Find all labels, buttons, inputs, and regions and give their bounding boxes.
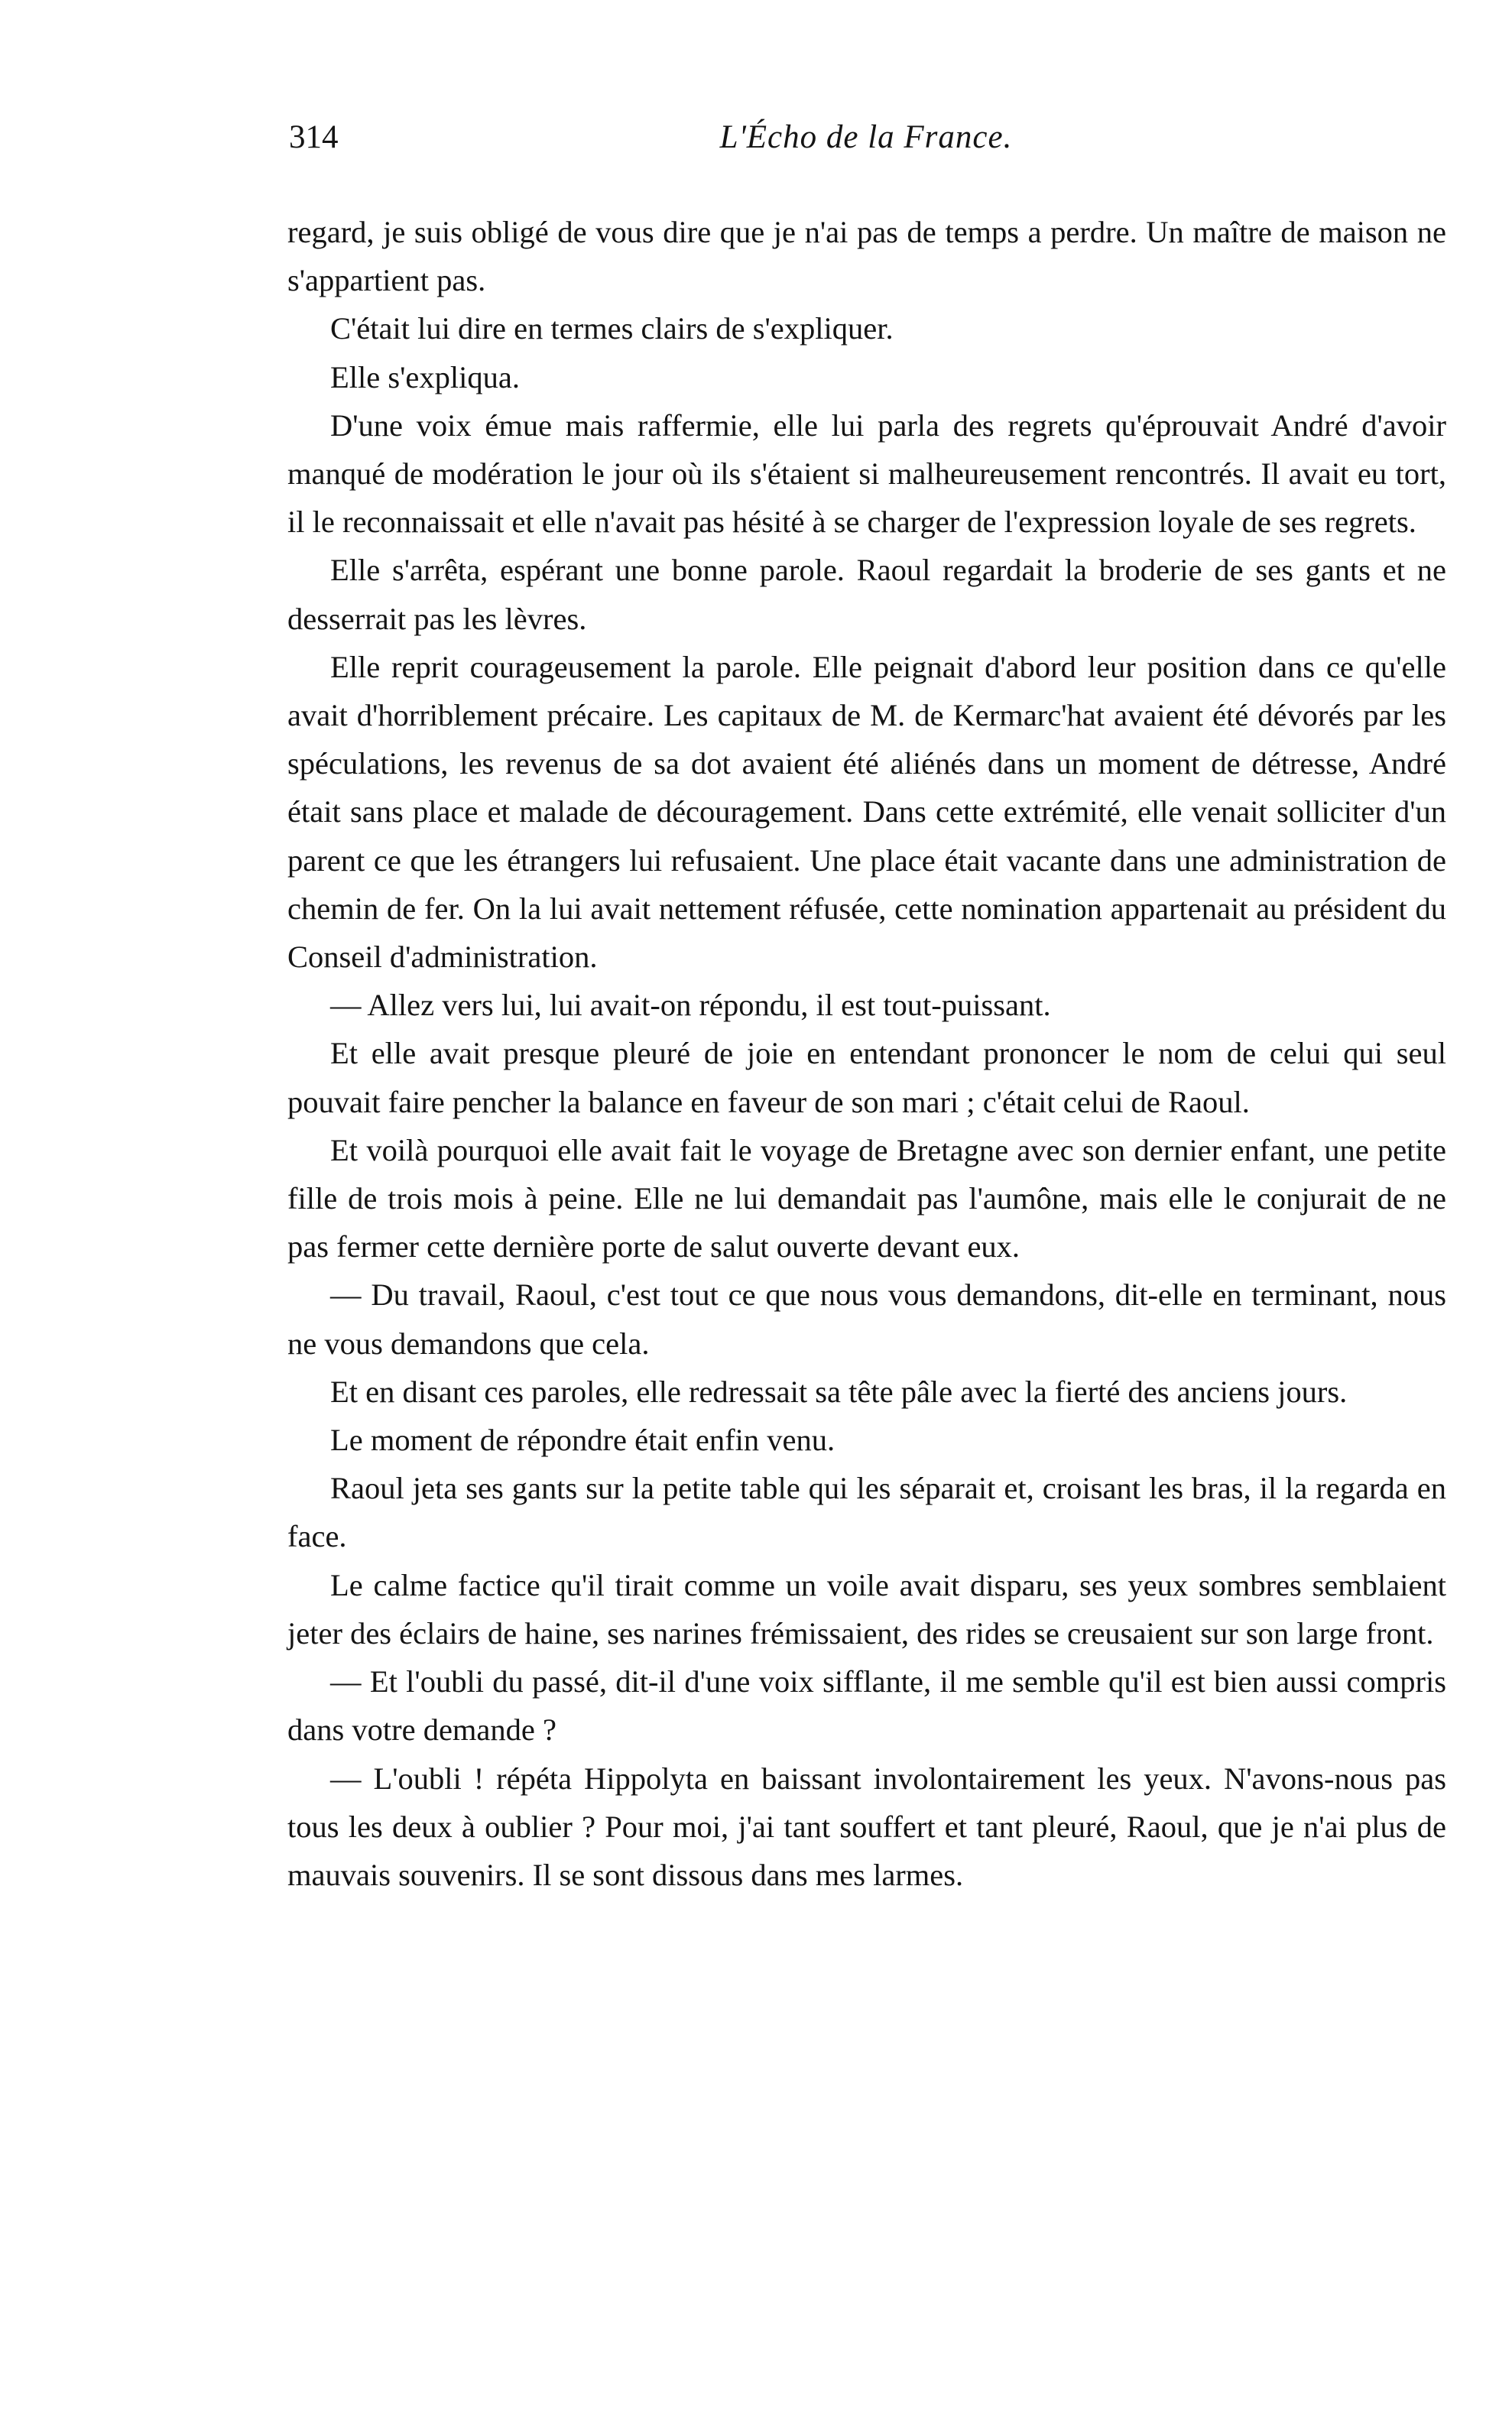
dialogue-paragraph: — L'oubli ! répéta Hippolyta en baissant involontairement les yeux. N'avons-nous pas tous les deux à oublier ? Pour moi, j'ai tant souffert et tant pleuré, Raoul, que je n'ai plus de mauvais souvenirs. Il se sont dissous dans mes larmes.	[287, 1761, 1446, 1892]
paragraph: Elle s'expliqua.	[330, 359, 520, 394]
paragraph: regard, je suis obligé de vous dire que je n'ai pas de temps a perdre. Un maître de maison ne s'appartient pas.	[287, 215, 1446, 298]
dialogue-paragraph: — Du travail, Raoul, c'est tout ce que nous vous demandons, dit-elle en terminant, nous ne vous demandons que cela.	[287, 1277, 1446, 1361]
paragraph: D'une voix émue mais raffermie, elle lui parla des regrets qu'éprouvait André d'avoir manqué de modération le jour où ils s'étaient si malheureusement rencontrés. Il avait eu tort, il le reconnaissait et elle n'avait pas hésité à se charger de l'expression loyale de ses regrets.	[287, 407, 1446, 540]
paragraph: C'était lui dire en termes clairs de s'expliquer.	[330, 311, 894, 346]
running-title: L'Écho de la France.	[719, 119, 1013, 155]
paragraph: Elle reprit courageusement la parole. Elle peignait d'abord leur position dans ce qu'elle avait d'horriblement précaire. Les capitaux de M. de Kermarc'hat avaient été dévorés par les spéculations, les revenus de sa dot avaient été aliénés dans un moment de détresse, André était sans place et malade de découragement. Dans cette extrémité, elle venait solliciter d'un parent ce que les étrangers lui refusaient. Une place était vacante dans une administration de chemin de fer. On la lui avait nettement réfusée, cette nomination appartenait au président du Conseil d'administration.	[287, 649, 1446, 975]
paragraph: Et voilà pourquoi elle avait fait le voyage de Bretagne avec son dernier enfant, une petite fille de trois mois à peine. Elle ne lui demandait pas l'aumône, mais elle le conjurait de ne pas fermer cette dernière porte de salut ouverte devant eux.	[287, 1132, 1446, 1264]
paragraph: Le calme factice qu'il tirait comme un voile avait disparu, ses yeux sombres semblaient jeter des éclairs de haine, ses narines frémissaient, des rides se creusaient sur son large front.	[287, 1567, 1446, 1651]
paragraph: Et elle avait presque pleuré de joie en entendant prononcer le nom de celui qui seul pouvait faire pencher la balance en faveur de son mari ; c'était celui de Raoul.	[287, 1036, 1446, 1119]
paragraph: Elle s'arrêta, espérant une bonne parole. Raoul regardait la broderie de ses gants et ne desserrait pas les lèvres.	[287, 553, 1446, 636]
dialogue-paragraph: — Et l'oubli du passé, dit-il d'une voix sifflante, il me semble qu'il est bien aussi compris dans votre demande ?	[287, 1664, 1446, 1748]
page-number: 314	[289, 119, 339, 155]
body-text	[287, 208, 1446, 1899]
page-header	[289, 115, 1443, 161]
paragraph: Raoul jeta ses gants sur la petite table qui les séparait et, croisant les bras, il la regarda en face.	[287, 1471, 1446, 1554]
dialogue-paragraph: — Allez vers lui, lui avait-on répondu, il est tout-puissant.	[330, 988, 1051, 1023]
paragraph: Le moment de répondre était enfin venu.	[330, 1423, 835, 1458]
paragraph: Et en disant ces paroles, elle redressait sa tête pâle avec la fierté des anciens jours.	[330, 1374, 1348, 1409]
